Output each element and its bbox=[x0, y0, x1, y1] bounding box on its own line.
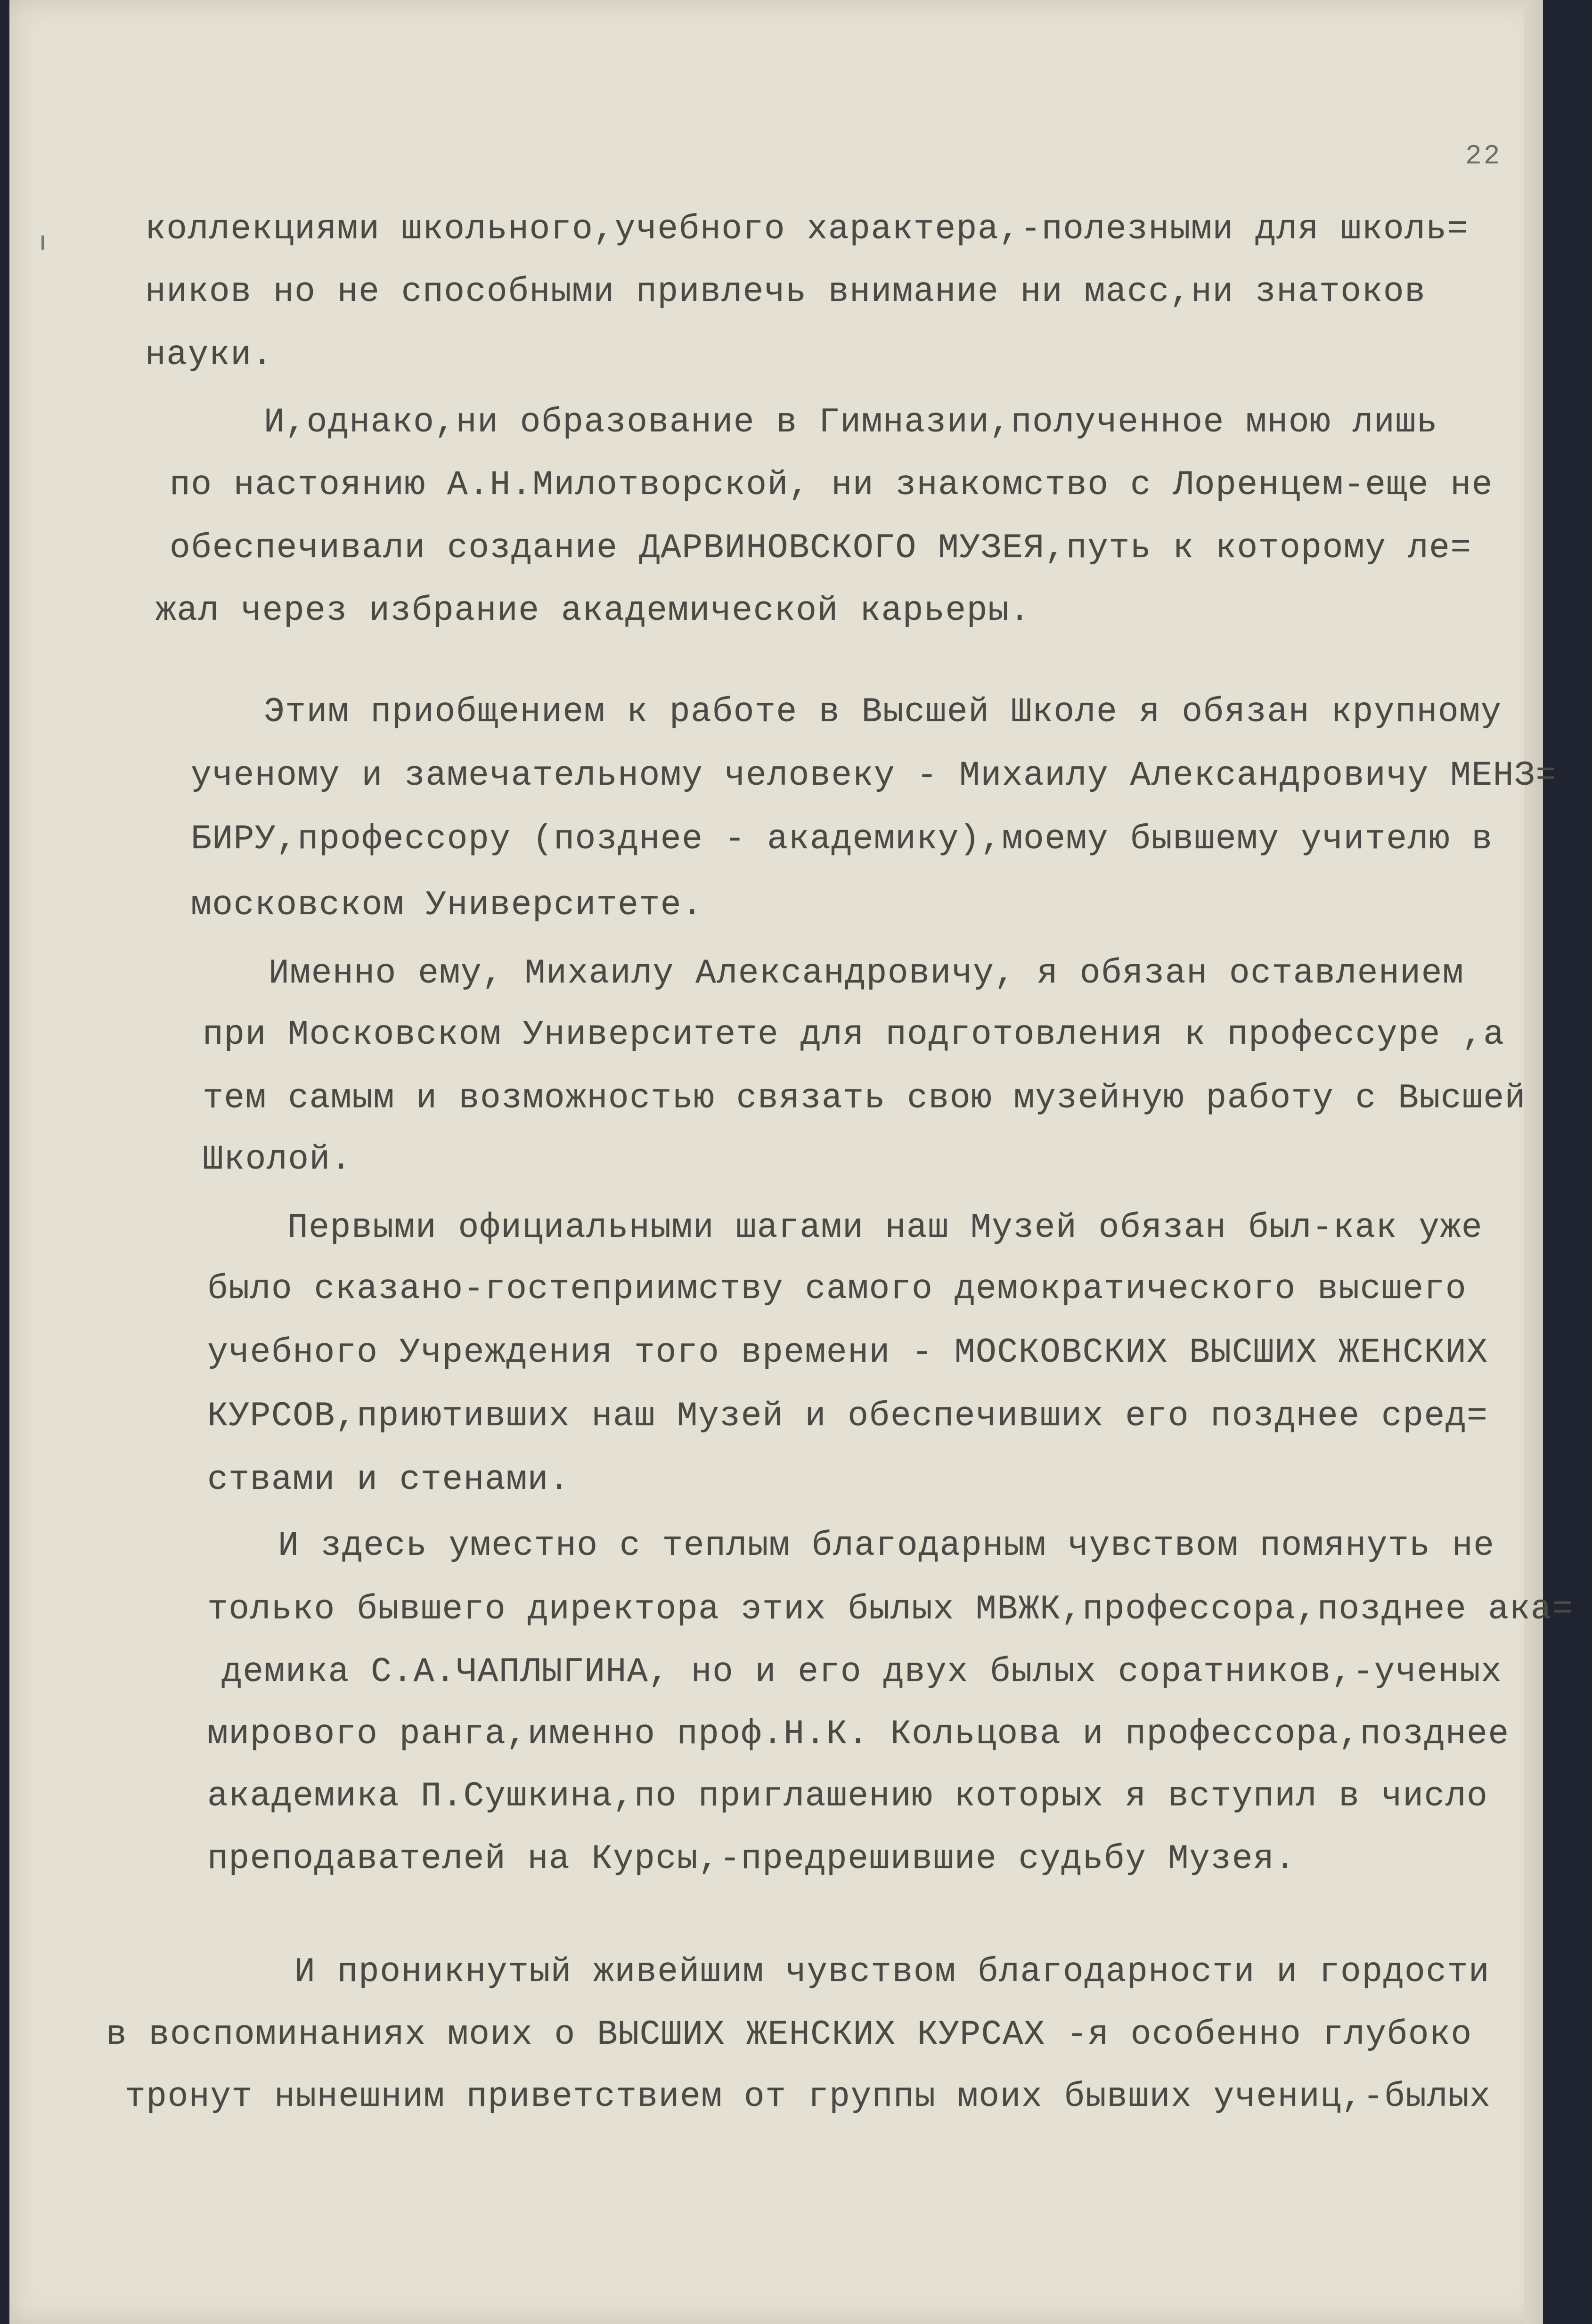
text-line: И здесь уместно с теплым благодарным чувством помянуть не bbox=[278, 1526, 1495, 1565]
text-line: при Московском Университете для подготовления к профессуре ,а bbox=[203, 1015, 1505, 1054]
text-line: Именно ему, Михаилу Александровичу, я обязан оставлением bbox=[269, 954, 1464, 993]
text-line: науки. bbox=[145, 335, 273, 374]
text-line: московском Университете. bbox=[191, 886, 703, 925]
text-line: было сказано-гостеприимству самого демократического высшего bbox=[207, 1269, 1467, 1308]
text-line: И проникнутый живейшим чувством благодарности и гордости bbox=[294, 1952, 1490, 1991]
text-line: мирового ранга,именно проф.Н.К. Кольцова и профессора,позднее bbox=[207, 1715, 1510, 1754]
text-line: И,однако,ни образование в Гимназии,полученное мною лишь bbox=[264, 403, 1438, 442]
text-line: ствами и стенами. bbox=[207, 1460, 571, 1499]
text-line: тронут нынешним приветствием от группы моих бывших учениц,-былых bbox=[125, 2077, 1491, 2116]
text-line: жал через избрание академической карьеры. bbox=[155, 591, 1031, 630]
text-line: БИРУ,профессору (позднее - академику),моему бывшему учителю в bbox=[191, 820, 1493, 859]
text-line: ников но не способными привлечь внимание ни масс,ни знатоков bbox=[145, 272, 1426, 311]
text-line: в воспоминаниях моих о ВЫСШИХ ЖЕНСКИХ КУРСАХ -я особенно глубоко bbox=[106, 2015, 1472, 2054]
text-line: обеспечивали создание ДАРВИНОВСКОГО МУЗЕЯ,путь к которому ле= bbox=[170, 528, 1472, 568]
text-line: Этим приобщением к работе в Высшей Школе я обязан крупному bbox=[264, 692, 1502, 731]
document-page bbox=[9, 0, 1574, 2324]
text-line: Первыми официальными шагами наш Музей обязан был-как уже bbox=[287, 1208, 1483, 1247]
margin-mark bbox=[41, 236, 44, 250]
text-line: академика П.Сушкина,по приглашению которых я вступил в число bbox=[207, 1777, 1488, 1816]
text-line: учебного Учреждения того времени - МОСКОВСКИХ ВЫСШИХ ЖЕНСКИХ bbox=[207, 1333, 1488, 1372]
text-line: КУРСОВ,приютивших наш Музей и обеспечивших его позднее сред= bbox=[207, 1397, 1488, 1436]
text-line: по настоянию А.Н.Милотворской, ни знакомство с Лоренцем-еще не bbox=[170, 465, 1494, 504]
text-line: преподавателей на Курсы,-предрешившие судьбу Музея. bbox=[207, 1839, 1296, 1878]
text-line: Школой. bbox=[203, 1140, 352, 1179]
text-line: коллекциями школьного,учебного характера,-полезными для школь= bbox=[145, 210, 1469, 249]
page-edge bbox=[1524, 0, 1543, 2324]
text-line: тем самым и возможностью связать свою музейную работу с Высшей bbox=[203, 1079, 1527, 1118]
text-line: демика С.А.ЧАПЛЫГИНА, но и его двух былых соратников,-ученых bbox=[221, 1652, 1502, 1691]
text-line: только бывшего директора этих былых МВЖК,профессора,позднее ака= bbox=[207, 1590, 1574, 1629]
page-number: 22 bbox=[1465, 141, 1502, 172]
text-line: ученому и замечательному человеку - Михаилу Александровичу МЕНЗ= bbox=[191, 756, 1557, 795]
